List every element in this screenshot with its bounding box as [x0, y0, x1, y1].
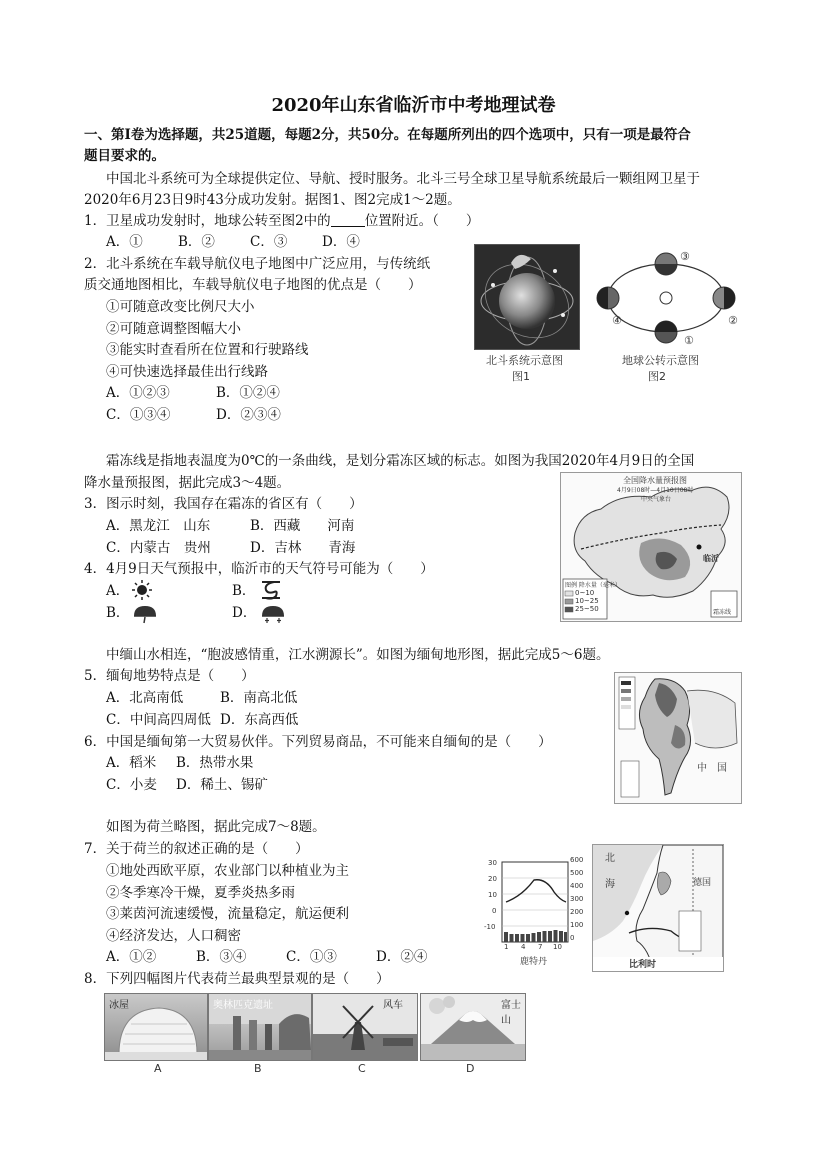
- q2-item-4: ④可快速选择最佳出行线路: [106, 364, 268, 380]
- q2-item-2: ②可随意调整图幅大小: [106, 321, 241, 337]
- q7-item-4: ④经济发达，人口稠密: [106, 928, 241, 944]
- q1-stem: [84, 212, 479, 230]
- figure1-beidou-image: [474, 244, 580, 350]
- q7-option-c: C．①③: [286, 949, 337, 965]
- figure1-number: 图1: [512, 370, 530, 383]
- q2-stem-2: 质交通地图相比，车载导航仪电子地图的优点是（ ）: [84, 277, 422, 293]
- china-map-source: 中央气象台: [641, 496, 672, 503]
- q2-option-c: C．①③④: [106, 407, 171, 423]
- legend-0-10: 0~10: [575, 589, 595, 597]
- belgium-label: 比利时: [629, 960, 657, 970]
- photo-b-tag: 奥林匹克遗址: [213, 1000, 273, 1011]
- photo-olympia-ruins: [208, 993, 312, 1061]
- q1-option-a: A．①: [106, 234, 143, 250]
- q7-option-b: B．③④: [196, 949, 247, 965]
- q4-option-a: A．: [106, 583, 130, 599]
- myanmar-terrain-map: [614, 672, 742, 804]
- precip-tick-0: 0: [570, 934, 575, 942]
- linyi-label: 临沂: [703, 554, 719, 563]
- month-tick-7: 7: [538, 943, 543, 951]
- q4-stem: 4．4月9日天气预报中，临沂市的天气符号可能为（ ）: [84, 561, 434, 577]
- q1-blank: [331, 214, 365, 227]
- q4-option-d: D．: [232, 605, 257, 621]
- q6-option-a: A．稻米: [106, 755, 157, 771]
- orbit-position-3: ③: [680, 250, 690, 263]
- q1-option-d: D．④: [322, 234, 360, 250]
- q1-stem-part-b: 位置附近。（ ）: [364, 213, 480, 229]
- temp-tick-minus10: -10: [484, 923, 496, 931]
- temp-tick-10: 10: [488, 891, 497, 899]
- temp-tick-20: 20: [488, 875, 497, 883]
- intro2-line1: 霜冻线是指地表温度为0℃的一条曲线，是划分霜冻区域的标志。如图为我国2020年4月9日的全国: [106, 453, 695, 469]
- rotterdam-label: 鹿特丹: [520, 957, 548, 967]
- temp-tick-0: 0: [492, 907, 497, 915]
- china-map-date: 4月9日08时—4月10日08时: [617, 487, 694, 494]
- figure2-caption: 地球公转示意图: [622, 354, 699, 367]
- q4-option-c: B．: [106, 605, 130, 621]
- q5-stem: 5．缅甸地势特点是（ ）: [84, 668, 255, 684]
- photo-a-label: A: [154, 1062, 162, 1075]
- orbit-position-4: ④: [612, 314, 622, 327]
- q6-option-b: B．热带水果: [176, 755, 254, 771]
- photo-mount-fuji: [420, 993, 526, 1061]
- photo-d-tag: 富士山: [501, 1000, 521, 1026]
- q5-option-c: C．中间高四周低: [106, 712, 211, 728]
- temp-tick-30: 30: [488, 859, 497, 867]
- q6-option-d: D．稀土、锡矿: [176, 777, 268, 793]
- section-instruction-1: 一、第Ⅰ卷为选择题，共25道题，每题2分，共50分。在每题所列出的四个选项中，只有一项是最符合: [84, 127, 691, 143]
- frost-line-legend: 霜冻线: [713, 609, 732, 616]
- photo-windmill: [312, 993, 418, 1061]
- myanmar-map-illustration: [615, 673, 741, 803]
- page-title: 2020年山东省临沂市中考地理试卷: [271, 95, 556, 116]
- photo-c-label: C: [358, 1062, 366, 1075]
- q6-option-c: C．小麦: [106, 777, 157, 793]
- q7-item-3: ③莱茵河流速缓慢，流量稳定，航运便利: [106, 906, 349, 922]
- q7-option-d: D．②④: [376, 949, 428, 965]
- q5-option-a: A．北高南低: [106, 690, 184, 706]
- precip-tick-600: 600: [570, 856, 584, 864]
- q1-option-b: B．②: [178, 234, 215, 250]
- q3-option-a: A．黑龙江 山东: [106, 518, 211, 534]
- legend-10-25: 10~25: [575, 597, 599, 605]
- q7-stem: 7．关于荷兰的叙述正确的是（ ）: [84, 841, 309, 857]
- intro3-line1: 中缅山水相连，“胞波感情重，江水溯源长”。如图为缅甸地形图，据此完成5～6题。: [106, 647, 610, 663]
- legend-25-50: 25~50: [575, 605, 599, 613]
- photo-b-label: B: [254, 1062, 262, 1075]
- q3-stem: 3．图示时刻，我国存在霜冻的省区有（ ）: [84, 496, 363, 512]
- q7-option-a: A．①②: [106, 949, 157, 965]
- figure2-orbit-diagram: [594, 244, 744, 352]
- china-precipitation-map: [560, 472, 742, 622]
- photo-a-tag: 冰屋: [109, 1000, 129, 1011]
- snow-weather-icon: [258, 600, 288, 624]
- q2-option-b: B．①②④: [216, 385, 280, 401]
- q5-option-d: D．东高西低: [220, 712, 299, 728]
- month-tick-1: 1: [504, 943, 509, 951]
- orbit-position-2: ②: [728, 314, 738, 327]
- precip-tick-300: 300: [570, 895, 584, 903]
- satellite-earth-illustration: [475, 245, 579, 349]
- q2-option-a: A．①②③: [106, 385, 170, 401]
- sunny-weather-icon: [130, 580, 154, 600]
- section-instruction-2: 题目要求的。: [84, 148, 165, 164]
- photo-d-label: D: [466, 1062, 475, 1075]
- q3-option-b: B．西藏 河南: [250, 518, 355, 534]
- q1-option-c: C．③: [250, 234, 288, 250]
- q4-option-b: B．: [232, 583, 256, 599]
- q3-option-d: D．吉林 青海: [250, 540, 356, 556]
- q2-item-1: ①可随意改变比例尺大小: [106, 299, 255, 315]
- q2-stem-1: 2．北斗系统在车载导航仪电子地图中广泛应用，与传统纸: [84, 256, 431, 272]
- q8-stem: 8．下列四幅图片代表荷兰最典型景观的是（ ）: [84, 971, 390, 987]
- germany-label: 德国: [693, 878, 712, 888]
- earth-orbit-illustration: [594, 244, 744, 352]
- q3-option-c: C．内蒙古 贵州: [106, 540, 211, 556]
- china-region-label: 中 国: [697, 763, 727, 774]
- q6-stem: 6．中国是缅甸第一大贸易伙伴。下列贸易商品，不可能来自缅甸的是（ ）: [84, 734, 552, 750]
- q2-item-3: ③能实时查看所在位置和行驶路线: [106, 342, 309, 358]
- orbit-position-1: ①: [684, 334, 694, 347]
- precip-tick-100: 100: [570, 921, 584, 929]
- cloudy-rain-weather-icon: [130, 600, 160, 624]
- intro1-line1: 中国北斗系统可为全球提供定位、导航、授时服务。北斗三号全球卫星导航系统最后一颗组网卫星于: [106, 171, 700, 187]
- figure1-caption: 北斗系统示意图: [486, 354, 563, 367]
- q7-item-1: ①地处西欧平原，农业部门以种植业为主: [106, 863, 349, 879]
- q2-option-d: D．②③④: [216, 407, 281, 423]
- intro4-line1: 如图为荷兰略图，据此完成7～8题。: [106, 819, 326, 835]
- month-tick-10: 10: [553, 943, 562, 951]
- intro1-line2: 2020年6月23日9时43分成功发射。据图1、图2完成1～2题。: [84, 192, 461, 208]
- north-sea-label-1: 北: [605, 853, 615, 864]
- netherlands-map: [592, 844, 724, 972]
- q5-option-b: B．南高北低: [220, 690, 298, 706]
- month-tick-4: 4: [521, 943, 526, 951]
- rotterdam-climate-chart: [484, 856, 590, 966]
- precip-tick-500: 500: [570, 869, 584, 877]
- china-map-title: 全国降水量预报图: [623, 476, 687, 485]
- figure2-number: 图2: [648, 370, 666, 383]
- precip-tick-200: 200: [570, 908, 584, 916]
- sandstorm-weather-icon: [258, 578, 284, 602]
- photo-c-tag: 风车: [383, 1000, 403, 1011]
- china-map-legend-title: 图例 降水量（毫米）: [565, 582, 621, 589]
- north-sea-label-2: 海: [605, 879, 615, 890]
- intro2-line2: 降水量预报图，据此完成3～4题。: [84, 475, 291, 491]
- photo-igloo: [104, 993, 208, 1061]
- q1-stem-part-a: 1．卫星成功发射时，地球公转至图2中的: [84, 213, 331, 229]
- q7-item-2: ②冬季寒冷干燥，夏季炎热多雨: [106, 885, 295, 901]
- precip-tick-400: 400: [570, 882, 584, 890]
